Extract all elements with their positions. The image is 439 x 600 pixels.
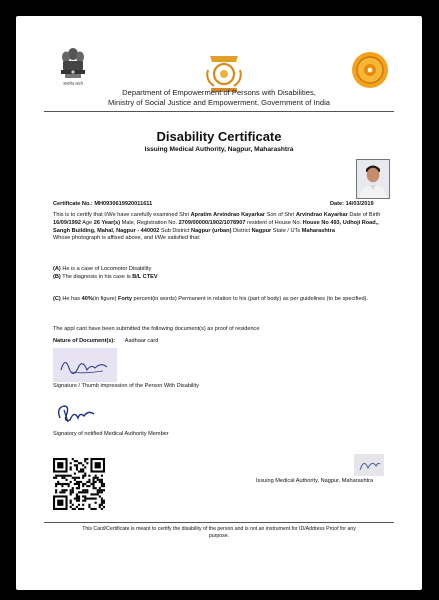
certificate-date-row [330,201,374,209]
paragraph-text: Date of Birth [347,212,381,218]
authority-caption: Issuing Medical Authority, Nagpur, Maharashtra [256,478,374,484]
father-name: Arvindrao Kayarkar [295,212,348,218]
district: Nagpur [251,227,272,234]
certification-paragraph [53,212,388,243]
footer-note [44,526,394,540]
registration-number: 2709/00000/1902/1078907 [178,219,246,226]
certificate-number-label: Certificate No.: [53,201,93,207]
nature-of-documents-value: Aadhaar card [124,338,159,344]
finding-c-text: (in figure) [92,296,118,302]
certificate-number-row [53,201,152,209]
certificate-page [16,16,422,590]
finding-b-label: (B) [53,274,61,280]
authority-signature-icon [354,454,384,476]
disability-percentage: 40% [81,296,93,302]
finding-c-text: percent(in words) Permanent in relation to his (part of body) as per guidelines (to be specified). [131,296,368,302]
paragraph-text: Son of Shri [265,212,296,218]
department-line-1: Department of Empowerment of Persons with Disabilities, [122,88,316,97]
finding-c-label: (C) [53,296,61,302]
applicant-signature-caption: Signature / Thumb impression of the Person With Disability [53,383,200,389]
emblem-caption: सत्यमेव जयते [63,81,83,86]
nature-of-documents-label: Nature of Document(s): [53,338,116,344]
issuing-authority-subtitle: Issuing Medical Authority, Nagpur, Maharashtra [144,146,294,153]
finding-b [53,274,388,282]
certificate-number: MH0930619920011611 [94,201,153,207]
date-label: Date: [330,201,344,207]
finding-a [53,266,388,274]
finding-a-text: He is a case of Locomotor Disability [60,266,152,272]
finding-a-label: (A) [53,266,61,272]
paragraph-text: This is to certify that I/We have carefully examined Shri [53,212,191,218]
state-seal-icon [350,50,390,90]
nature-of-documents [53,338,158,346]
paragraph-text: District [231,227,252,234]
applicant-signature-box [53,348,117,382]
sub-district: Nagpur (urban) [191,227,232,234]
paragraph-text: Sub District [159,227,192,234]
department-line-2: Ministry of Social Justice and Empowerment, Government of India [107,98,330,107]
finding-c [53,296,388,304]
footer-note-line1: This Card/Certificate is meant to certify the disability of the person and is not an instrument for ID/Address Proof for any [82,526,356,532]
applicant-signature-icon [53,348,117,382]
qr-code [53,458,105,510]
paragraph-text: Age [81,219,94,226]
paragraph-text: Male, Registration No. [120,219,179,226]
member-signature-caption: Signatory of notified Medical Authority Member [53,431,169,437]
paragraph-text: State / UTs [271,227,302,234]
date-of-birth: 16/09/1992 [53,219,81,226]
member-signature-icon [54,400,102,428]
state: Maharashtra [301,227,335,234]
finding-b-text: The diagnosis in his case is [60,274,133,280]
national-emblem-icon [56,46,90,90]
certificate-title: Disability Certificate [156,129,282,144]
footer-note-line2: purpose. [208,533,230,539]
header-divider [44,111,394,112]
age: 26 Year(s) [93,219,121,226]
disability-percentage-words: Forty [118,296,132,302]
applicant-name: Apratim Arvindrao Kayarkar [190,212,266,218]
diagnosis: B/L CTEV [132,274,158,280]
footer-divider [44,522,394,523]
paragraph-closing: Whose photograph is affixed above, and I/We satisfied that: [53,235,201,242]
paragraph-text: resident of House No. [245,219,303,226]
certificate-date: 14/03/2019 [345,201,374,207]
address: House No 493, Udhoji Road,, Sangh Building, Mahal, Nagpur - 440002 [53,219,379,234]
finding-c-text: He has [60,296,82,302]
documents-intro: The appl cant have been submitted the following document(s) as proof of residence [53,326,260,332]
applicant-photo [356,159,390,199]
